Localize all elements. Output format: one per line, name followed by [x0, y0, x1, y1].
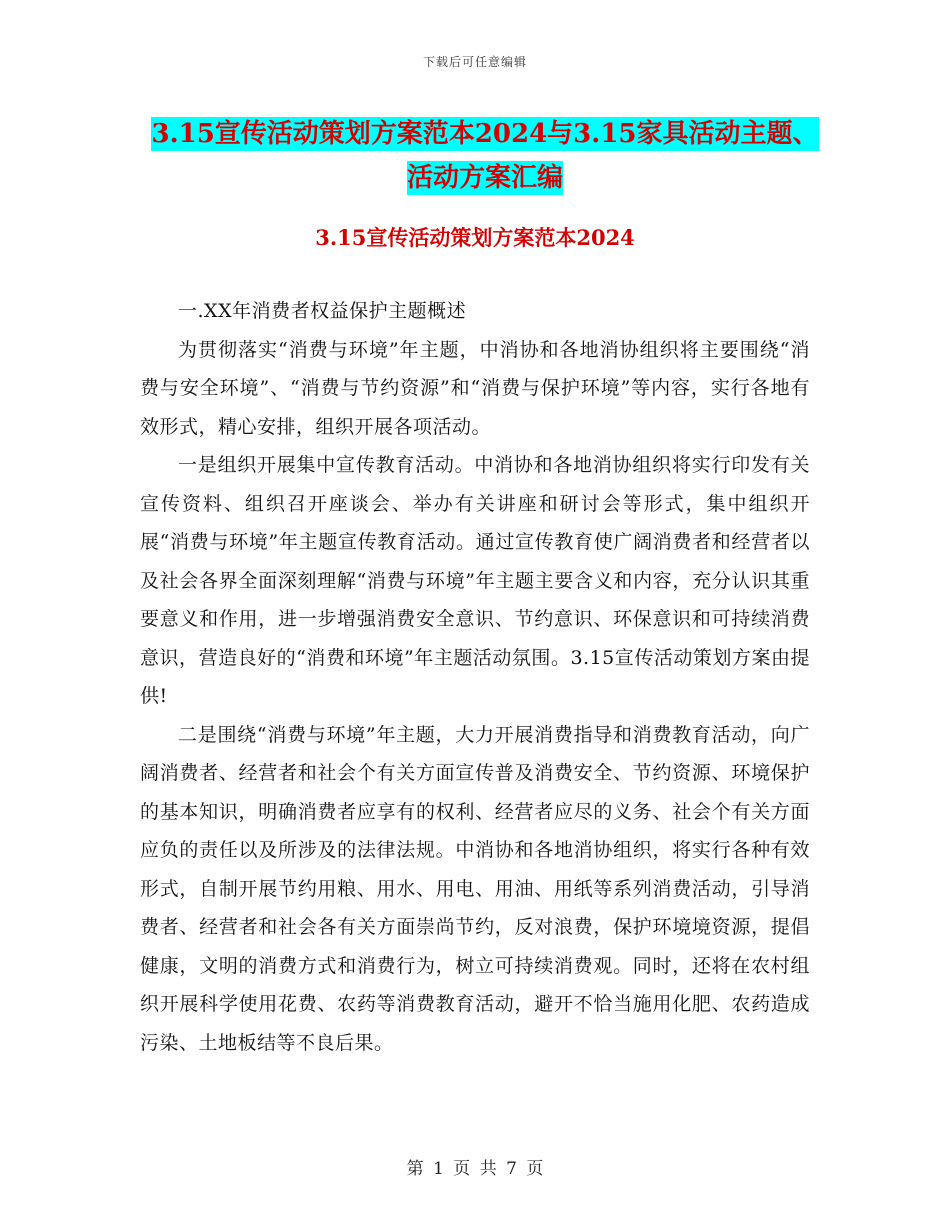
paragraph: 二是围绕“消费与环境”年主题，大力开展消费指导和消费教育活动，向广阔消费者、经营者和社会个有关方面宣传普及消费安全、节约资源、环境保护的基本知识，明确消费者应享有的权利、经营者应尽的义务、社会个有关方面应负的责任以及所涉及的法律法规。中消协和各地消协组织，将实行各种有效形式，自制开展节约用粮、用水、用电、用油、用纸等系列消费活动，引导消费者、经营者和社会各有关方面崇尚节约，反对浪费，保护环境境资源，提倡健康，文明的消费方式和消费行为，树立可持续消费观。同时，还将在农村组织开展科学使用花费、农药等消费教育活动，避开不恰当施用化肥、农药造成污染、土地板结等不良后果。	[140, 723, 810, 1054]
document-title	[140, 112, 830, 200]
page-number-footer: 第 1 页 共 7 页	[406, 1159, 544, 1179]
document-title-text: 3.15宣传活动策划方案范本2024与3.15家具活动主题、活动方案汇编	[151, 119, 819, 193]
header-note: 下载后可任意编辑	[422, 55, 527, 69]
paragraph-heading: 一.XX年消费者权益保护主题概述	[178, 300, 467, 322]
section-title: 3.15宣传活动策划方案范本2024	[315, 225, 635, 250]
paragraph: 为贯彻落实“消费与环境”年主题，中消协和各地消协组织将主要围绕“消费与安全环境”、“消费与节约资源”和“消费与保护环境”等内容，实行各地有效形式，精心安排，组织开展各项活动。	[140, 338, 810, 438]
document-body	[140, 292, 810, 1062]
paragraph: 一是组织开展集中宣传教育活动。中消协和各地消协组织将实行印发有关宣传资料、组织召开座谈会、举办有关讲座和研讨会等形式，集中组织开展“消费与环境”年主题宣传教育活动。通过宣传教育使广阔消费者和经营者以及社会各界全面深刻理解“消费与环境”年主题主要含义和内容，充分认识其重要意义和作用，进一步增强消费安全意识、节约意识、环保意识和可持续消费意识，营造良好的“消费和环境”年主题活动氛围。3.15宣传活动策划方案由提供!	[140, 454, 810, 707]
